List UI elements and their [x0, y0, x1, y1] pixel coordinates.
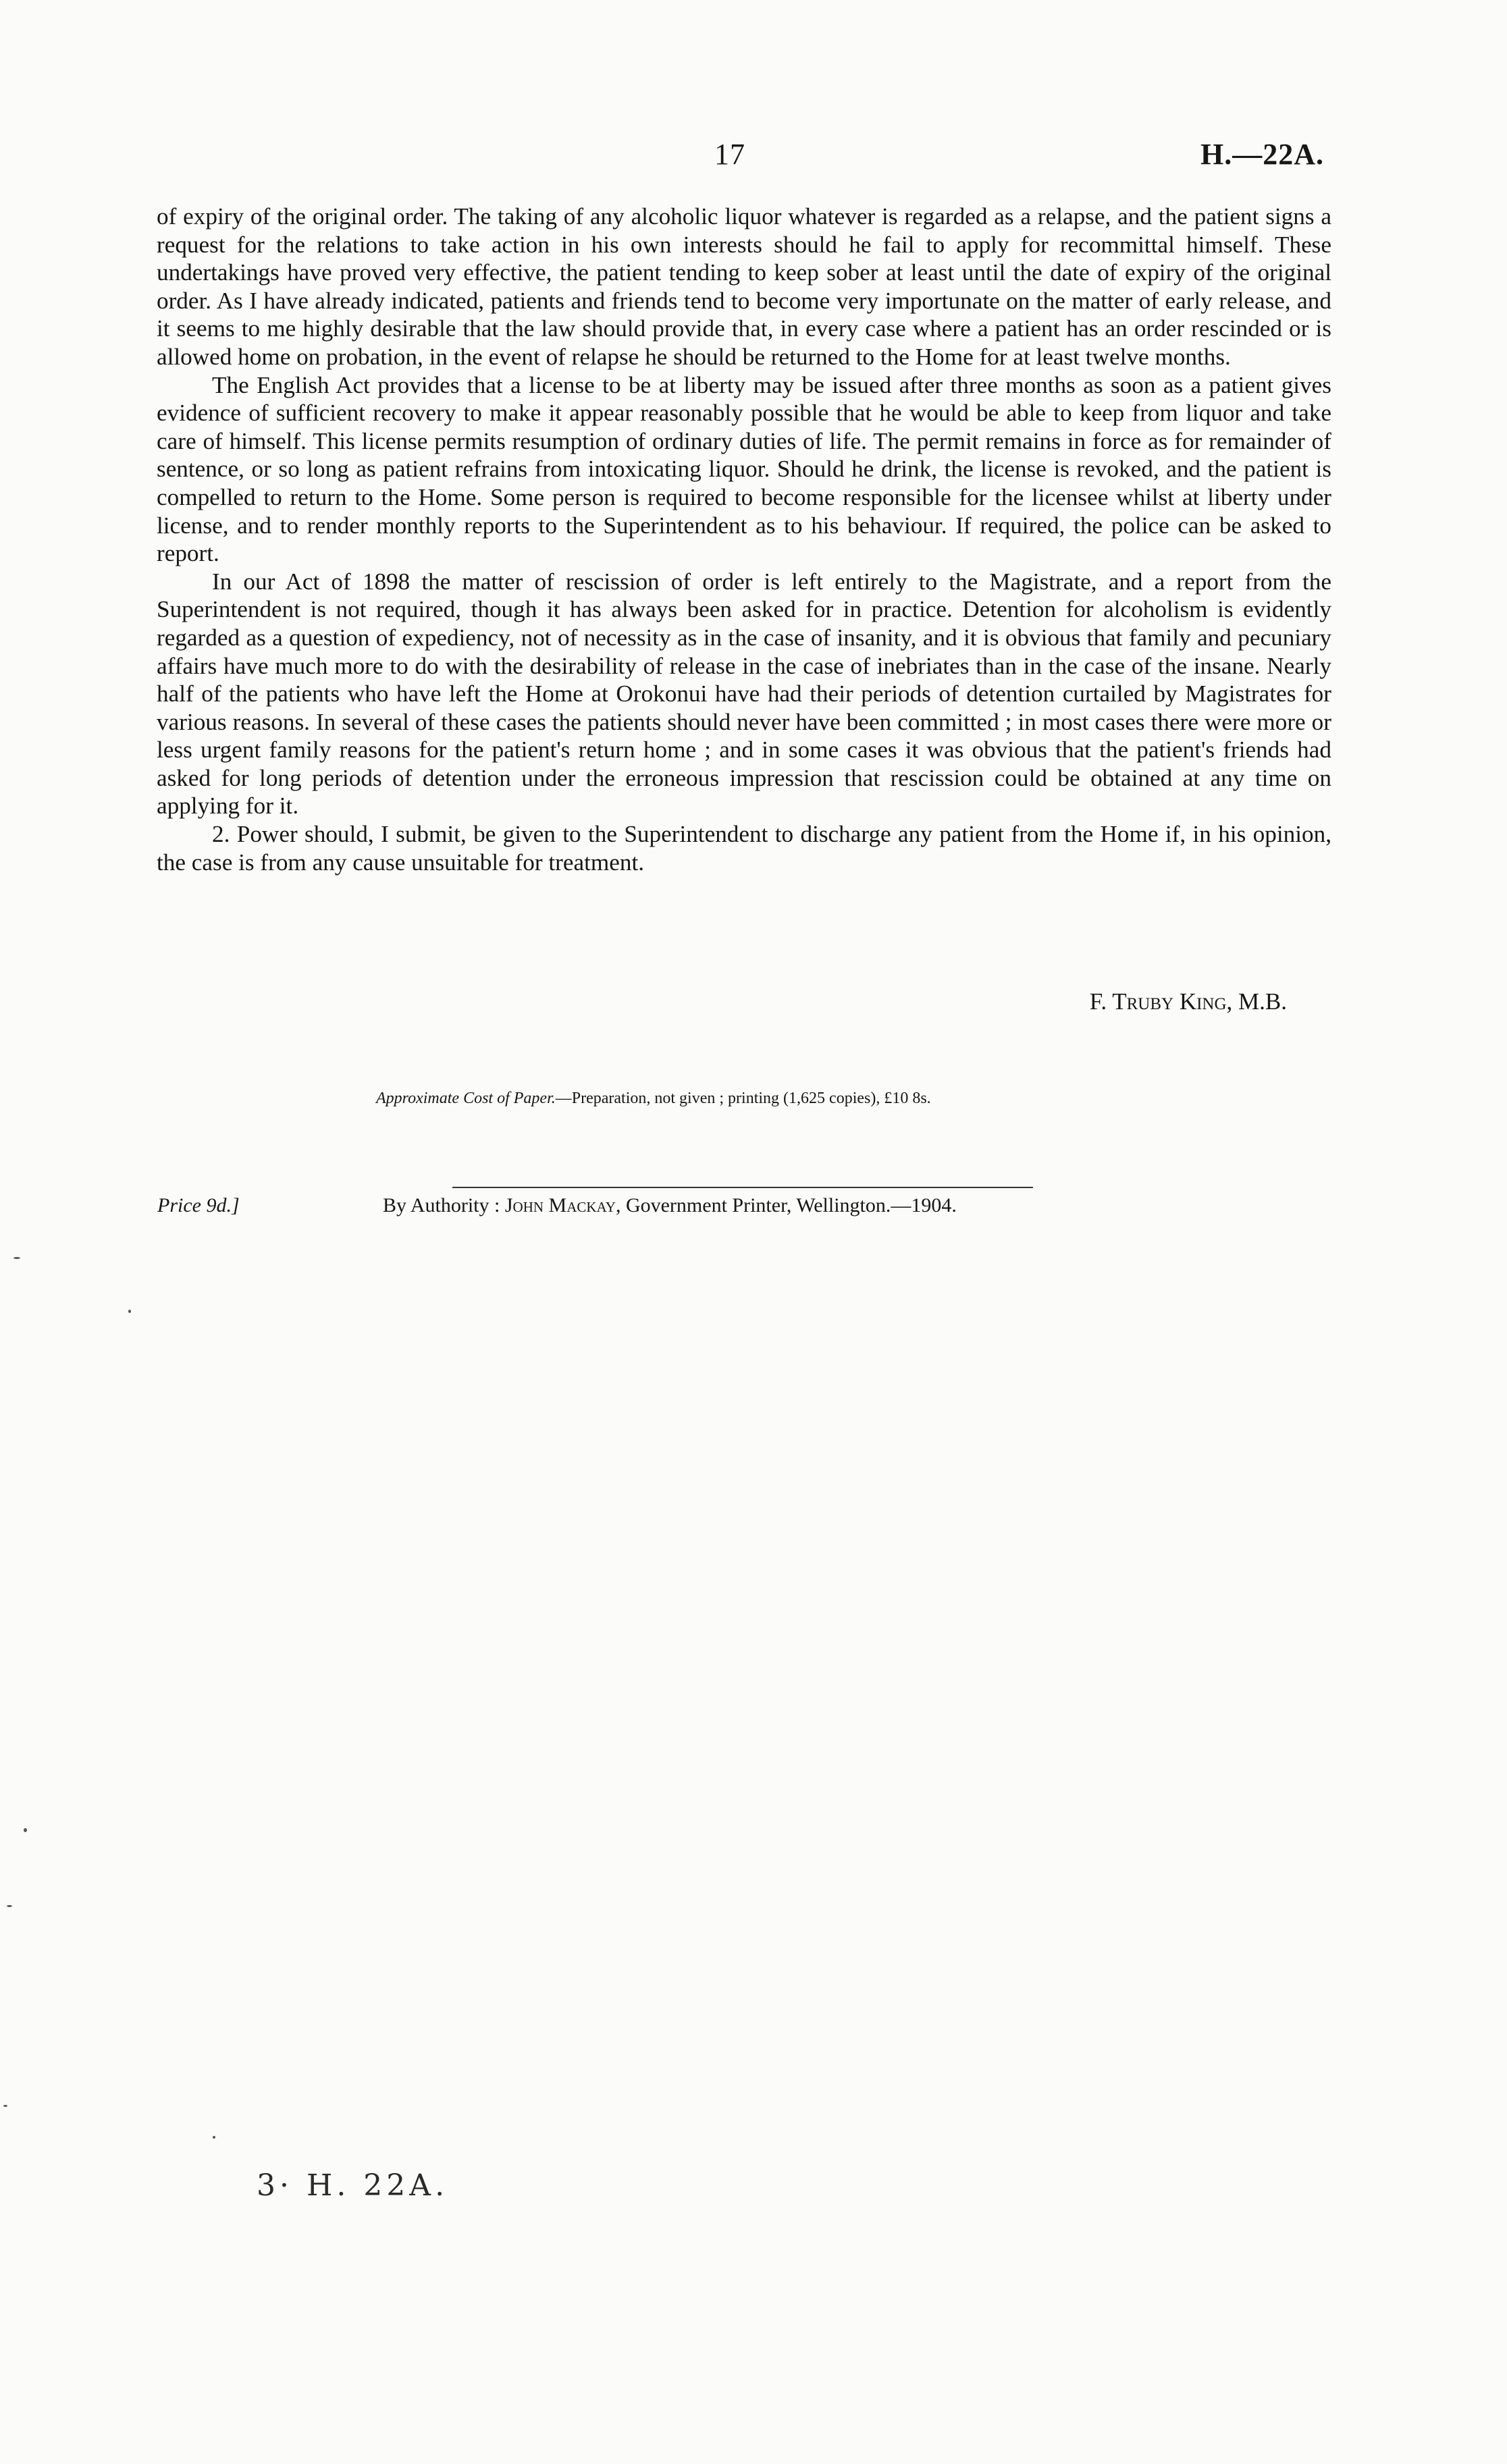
- page-number: 17: [714, 138, 745, 171]
- speck: [14, 1257, 20, 1259]
- price: Price 9d.]: [157, 1194, 240, 1216]
- paragraph-3: In our Act of 1898 the matter of rescission of order is left entirely to the Magistrate, and a report from the Superintendent is not required, though it has always been asked for in practice. Detention for alcoholism is evidently regarded as a question of expediency, not of necessity as in the case of insanity, and it is obvious that family and pecuniary affairs have much more to do with the desirability of release in the case of inebriates than in the case of the insane. Nearly half of the patients who have left the Home at Orokonui have had their periods of detention curtailed by Magistrates for various reasons. In several of these cases the patients should never have been committed ; in most cases there were more or less urgent family reasons for the patient's return home ; and in some cases it was obvious that the patient's friends had asked for long periods of detention under the erroneous impression that rescission could be obtained at any time on applying for it.: [157, 568, 1331, 820]
- authority-prefix: By Authority :: [383, 1194, 500, 1216]
- speck: [7, 1905, 12, 1907]
- speck: [3, 2105, 7, 2107]
- speck: [24, 1828, 27, 1832]
- speck: [128, 1310, 131, 1313]
- cost-label: Approximate Cost of Paper.: [376, 1090, 556, 1107]
- authority-line: [383, 1194, 957, 1217]
- paragraph-2: The English Act provides that a license to be at liberty may be issued after three months as soon as a patient gives evidence of sufficient recovery to make it appear reasonably possible that he would be able to keep from liquor and take care of himself. This license permits resumption of ordinary duties of life. The permit remains in force as for remainder of sentence, or so long as patient refrains from intoxicating liquor. Should he drink, the license is revoked, and the patient is compelled to return to the Home. Some person is required to become responsible for the licensee whilst at liberty under license, and to render monthly reports to the Superintendent as to his behaviour. If required, the police can be asked to report.: [157, 371, 1331, 567]
- speck: [213, 2136, 215, 2139]
- cost-line: [376, 1090, 931, 1108]
- paragraph-4: 2. Power should, I submit, be given to the Superintendent to discharge any patient from the Home if, in his opinion, the case is from any cause unsuitable for treatment.: [157, 821, 1331, 876]
- document-code: H.—22A.: [1200, 138, 1324, 171]
- cost-text: —Preparation, not given ; printing (1,625 copies), £10 8s.: [555, 1090, 931, 1107]
- signature: F. Truby King, M.B.: [1089, 988, 1287, 1015]
- paragraph-1: of expiry of the original order. The taking of any alcoholic liquor whatever is regarded as a relapse, and the patient signs a request for the relations to take action in his own interests should he fail to apply for recommittal himself. These undertakings have proved very effective, the patient tending to keep sober at least until the date of expiry of the original order. As I have already indicated, patients and friends tend to become very importunate on the matter of early release, and it seems to me highly desirable that the law should provide that, in every case where a patient has an order rescinded or is allowed home on probation, in the event of relapse he should be returned to the Home for at least twelve months.: [157, 203, 1331, 370]
- handwritten-mark: 3· H. 22A.: [257, 2168, 449, 2203]
- body-text: [157, 203, 1331, 876]
- authority-suffix: Government Printer, Wellington.—1904.: [625, 1194, 957, 1216]
- authority-name: John Mackay,: [504, 1194, 621, 1216]
- footer-rule: [452, 1187, 1033, 1188]
